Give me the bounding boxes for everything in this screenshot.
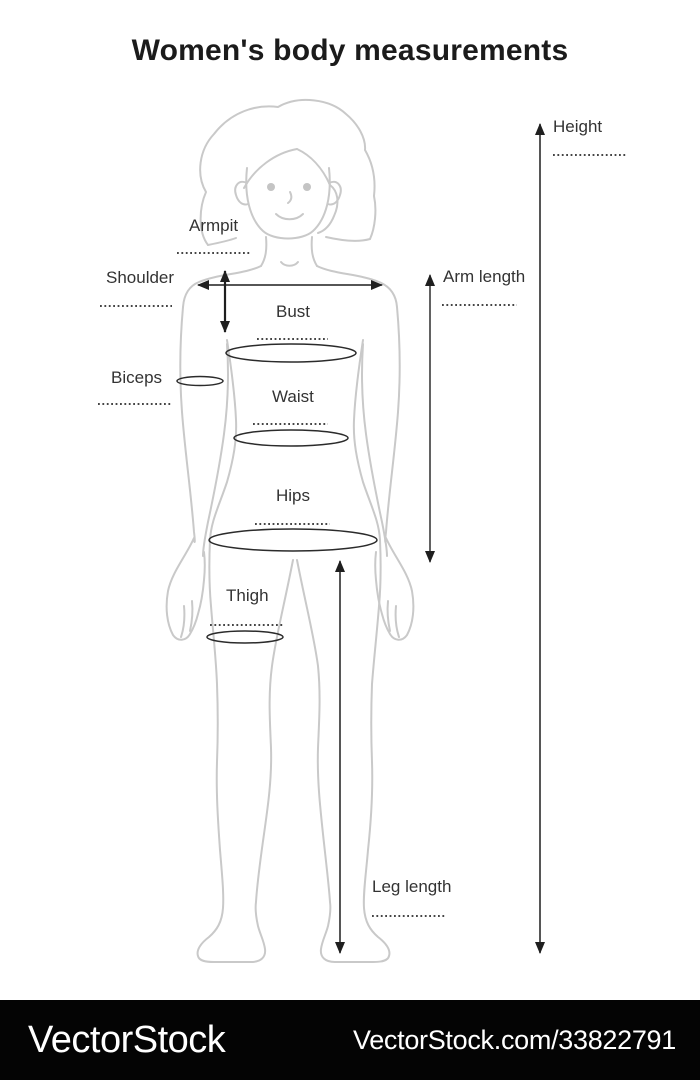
right-eye [303, 183, 311, 191]
watermark-url: VectorStock.com/33822791 [352, 1024, 676, 1055]
hair-bottom-left [208, 238, 236, 245]
left-arm-inner [203, 344, 228, 556]
right-hand-finger-1 [396, 606, 399, 637]
hair-fringe-left [244, 149, 297, 188]
hips-ellipse [209, 529, 377, 551]
right-arm-inner [362, 344, 387, 556]
label-biceps: Biceps [111, 368, 163, 387]
label-hips: Hips [276, 486, 311, 505]
footer-bar [0, 1000, 700, 1080]
left-eye [267, 183, 275, 191]
label-waist: Waist [272, 387, 314, 406]
label-armpit: Armpit [189, 216, 239, 235]
measurement-annotations [98, 124, 626, 953]
collar-notch [281, 262, 298, 266]
left-hand [167, 538, 205, 640]
label-leg-length: Leg length [372, 877, 452, 896]
neck-left [261, 237, 266, 266]
torso-right-leg [297, 340, 389, 962]
label-arm-length: Arm length [443, 267, 526, 286]
label-bust: Bust [276, 302, 311, 321]
hair-fringe-right [297, 149, 330, 185]
label-thigh: Thigh [226, 586, 269, 605]
label-shoulder: Shoulder [106, 268, 175, 287]
hair-strand-right [318, 185, 337, 233]
left-hand-finger-2 [190, 601, 192, 631]
label-height: Height [553, 117, 603, 136]
thigh-ellipse [207, 631, 283, 643]
page-title: Women's body measurements [131, 34, 569, 67]
nose [288, 192, 291, 203]
hair-bottom-right [326, 237, 370, 241]
bust-ellipse [226, 344, 356, 362]
right-arm-outer [317, 266, 400, 542]
neck-right [312, 237, 317, 266]
mouth [276, 214, 303, 219]
left-hand-finger-1 [181, 606, 184, 637]
waist-ellipse [234, 430, 348, 446]
brand-logo: VectorStock [28, 1018, 226, 1061]
biceps-ellipse [177, 377, 223, 386]
right-hand-finger-2 [388, 601, 390, 631]
